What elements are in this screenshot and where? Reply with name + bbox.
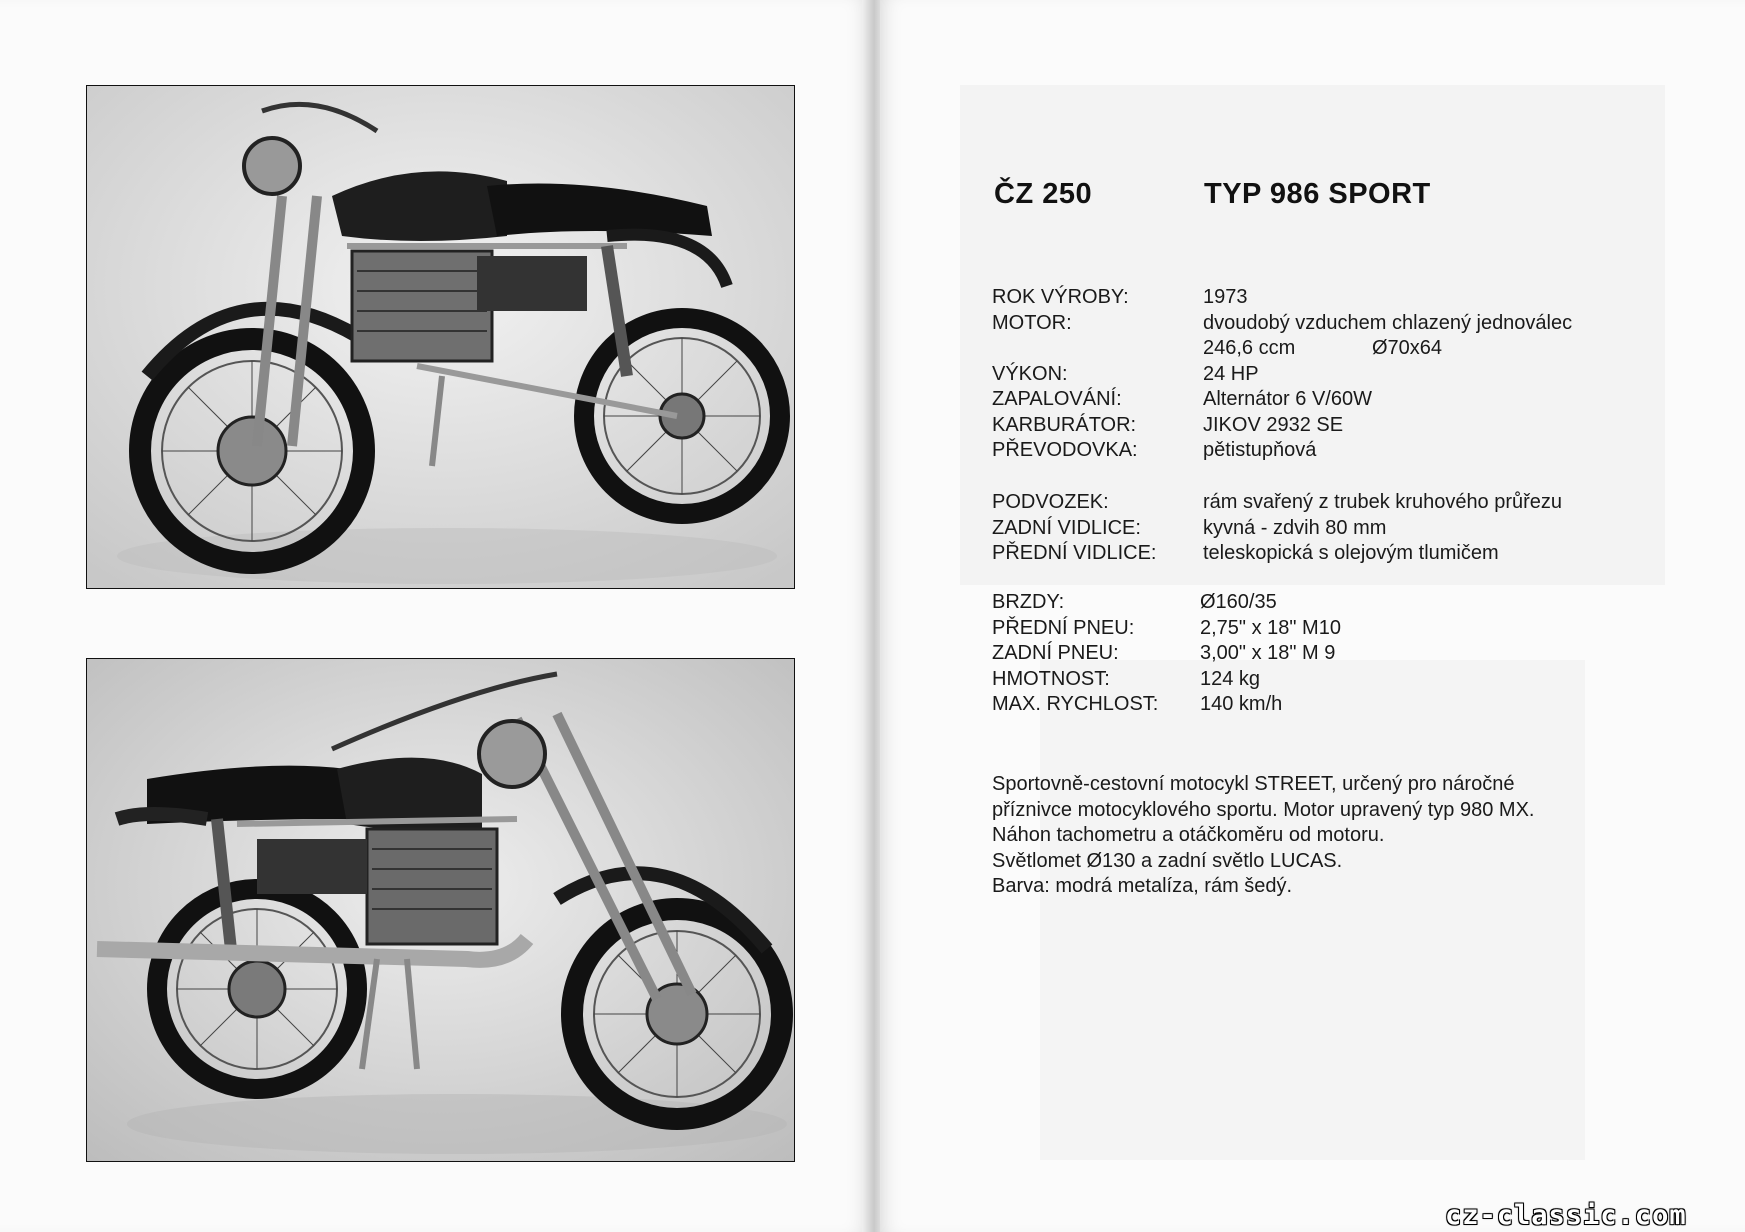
spec-value: kyvná - zdvih 80 mm — [1203, 516, 1387, 539]
spec-value: JIKOV 2932 SE — [1203, 413, 1344, 436]
other-specs — [992, 590, 1632, 718]
motorcycle-front-illustration — [87, 86, 794, 588]
site-watermark: cz-classic.com — [1445, 1200, 1687, 1231]
description-line: Barva: modrá metalíza, rám šedý. — [992, 875, 1293, 898]
spec-label: ZADNÍ PNEU: — [992, 642, 1119, 664]
spec-row — [992, 362, 1632, 388]
spec-row — [992, 541, 1632, 567]
spec-row — [992, 516, 1632, 542]
motorcycle-photo-front-view — [86, 85, 795, 589]
spec-value: pětistupňová — [1203, 439, 1317, 461]
description-line: Světlomet Ø130 a zadní světlo LUCAS. — [992, 849, 1343, 872]
spec-label: HMOTNOST: — [992, 667, 1110, 690]
model-type-heading: TYP 986 SPORT — [1204, 178, 1431, 210]
spec-value: dvoudobý vzduchem chlazený jednoválec — [1203, 311, 1573, 334]
spec-value: 246,6 ccm — [1203, 337, 1296, 359]
spec-value-bore-stroke: Ø70x64 — [1372, 337, 1443, 359]
spec-row — [992, 285, 1632, 311]
description-line: Sportovně-cestovní motocykl STREET, určený pro náročné — [992, 773, 1515, 795]
spec-label: ZAPALOVÁNÍ: — [992, 388, 1122, 410]
motorcycle-photo-side-view — [86, 658, 795, 1162]
spec-label: MAX. RYCHLOST: — [992, 693, 1159, 715]
spec-row — [992, 667, 1632, 693]
spec-value: 3,00" x 18" M 9 — [1200, 642, 1336, 664]
spec-label: PŘEDNÍ PNEU: — [992, 616, 1135, 639]
spec-label: KARBURÁTOR: — [992, 413, 1137, 436]
spec-value: 140 km/h — [1200, 693, 1283, 715]
spec-label: VÝKON: — [992, 362, 1068, 385]
model-description — [992, 772, 1612, 900]
spec-value: Ø160/35 — [1200, 591, 1277, 613]
spec-row — [992, 590, 1632, 616]
spec-value: teleskopická s olejovým tlumičem — [1203, 542, 1499, 564]
show-through-panel-lower — [1040, 660, 1585, 1160]
motorcycle-side-illustration — [87, 659, 794, 1161]
spec-label: MOTOR: — [992, 311, 1072, 334]
description-line: příznivce motocyklového sportu. Motor upravený typ 980 MX. — [992, 798, 1535, 821]
model-brand-heading: ČZ 250 — [994, 178, 1093, 210]
spec-value: 2,75" x 18" M10 — [1200, 616, 1341, 639]
spec-label: PŘEVODOVKA: — [992, 439, 1138, 461]
spec-label: ZADNÍ VIDLICE: — [992, 516, 1141, 539]
spec-row — [992, 311, 1632, 337]
spec-value: 24 HP — [1203, 362, 1259, 385]
engine-specs — [992, 285, 1632, 464]
spec-label: ROK VÝROBY: — [992, 286, 1129, 308]
spec-value: Alternátor 6 V/60W — [1203, 388, 1372, 410]
spec-row — [992, 616, 1632, 642]
spec-row — [992, 336, 1632, 362]
description-line: Náhon tachometru a otáčkoměru od motoru. — [992, 824, 1385, 847]
spec-row — [992, 641, 1632, 667]
spec-label: BRZDY: — [992, 591, 1065, 613]
spec-row — [992, 490, 1632, 516]
spec-row — [992, 438, 1632, 464]
spec-value: 124 kg — [1200, 667, 1261, 690]
spec-label: PODVOZEK: — [992, 491, 1109, 513]
spec-row — [992, 413, 1632, 439]
spec-row — [992, 692, 1632, 718]
chassis-specs — [992, 490, 1632, 567]
spec-value: rám svařený z trubek kruhového průřezu — [1203, 491, 1563, 513]
spec-label: PŘEDNÍ VIDLICE: — [992, 542, 1157, 564]
spec-value: 1973 — [1203, 286, 1248, 308]
spec-row — [992, 387, 1632, 413]
